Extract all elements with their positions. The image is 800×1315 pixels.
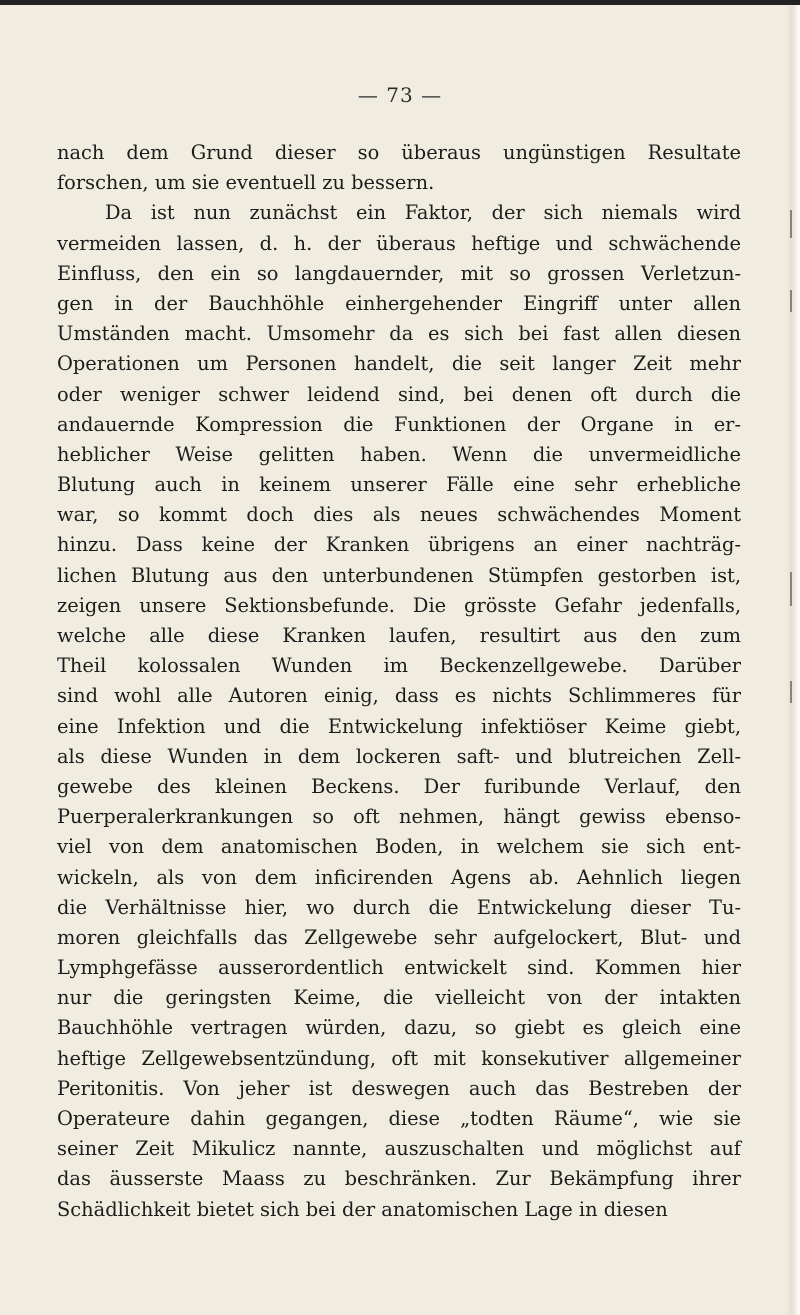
text-line: heblicher Weise gelitten haben. Wenn die unvermeidliche (57, 442, 741, 466)
text-line: gen in der Bauchhöhle einhergehender Eingriff unter allen (57, 291, 741, 315)
text-line: Lymphgefässe ausserordentlich entwickelt sind. Kommen hier (57, 956, 741, 980)
text-line: Puerperalerkrankungen so oft nehmen, hängt gewiss ebenso- (57, 805, 741, 829)
text-line: Einfluss, den ein so langdauernder, mit so grossen Verletzun- (57, 261, 741, 285)
text-line: war, so kommt doch dies als neues schwächendes Moment (57, 503, 741, 527)
edge-mark (790, 210, 792, 238)
text-line: nach dem Grund dieser so überaus ungünstigen Resultate (57, 141, 741, 164)
text-line: Bauchhöhle vertragen würden, dazu, so giebt es gleich eine (57, 1016, 741, 1040)
text-line: das äusserste Maass zu beschränken. Zur Bekämpfung ihrer (57, 1167, 741, 1191)
text-line: Umständen macht. Umsomehr da es sich bei fast allen diesen (57, 322, 741, 346)
page-number: — 73 — (357, 83, 443, 107)
text-line: die Verhältnisse hier, wo durch die Entwickelung dieser Tu- (57, 895, 741, 919)
text-line: forschen, um sie eventuell zu bessern. (57, 171, 435, 195)
text-line: welche alle diese Kranken laufen, resultirt aus den zum (57, 624, 741, 647)
text-line: nur die geringsten Keime, die vielleicht von der intakten (57, 986, 741, 1010)
text-line: Peritonitis. Von jeher ist deswegen auch das Bestreben der (57, 1076, 741, 1100)
text-line: Theil kolossalen Wunden im Beckenzellgewebe. Darüber (57, 654, 741, 678)
text-line: oder weniger schwer leidend sind, bei denen oft durch die (57, 382, 741, 406)
page-edge (786, 5, 800, 1315)
text-line: als diese Wunden in dem lockeren saft- und blutreichen Zell- (57, 744, 741, 768)
text-line: andauernde Kompression die Funktionen der Organe in er- (57, 412, 741, 436)
text-line: Blutung auch in keinem unserer Fälle eine sehr erhebliche (57, 473, 741, 497)
edge-mark (790, 681, 792, 703)
text-line: Da ist nun zunächst ein Faktor, der sich niemals wird (105, 201, 741, 225)
text-line: viel von dem anatomischen Boden, in welchem sie sich ent- (57, 835, 741, 859)
text-line: heftige Zellgewebsentzündung, oft mit konsekutiver allgemeiner (57, 1046, 741, 1070)
text-line: gewebe des kleinen Beckens. Der furibunde Verlauf, den (57, 774, 741, 798)
text-line: eine Infektion und die Entwickelung infektiöser Keime giebt, (57, 714, 741, 738)
text-line: wickeln, als von dem inficirenden Agens ab. Aehnlich liegen (57, 865, 741, 889)
text-line: seiner Zeit Mikulicz nannte, auszuschalten und möglichst auf (57, 1137, 741, 1161)
text-line: zeigen unsere Sektionsbefunde. Die grösste Gefahr jedenfalls, (57, 593, 741, 617)
body-text (57, 138, 741, 1225)
text-line: lichen Blutung aus den unterbundenen Stümpfen gestorben ist, (57, 563, 741, 587)
text-line: hinzu. Dass keine der Kranken übrigens an einer nachträg- (57, 533, 741, 557)
text-line: Operationen um Personen handelt, die seit langer Zeit mehr (57, 352, 741, 376)
text-line: Operateure dahin gegangen, diese „todten Räume“, wie sie (57, 1107, 741, 1130)
edge-mark (790, 290, 792, 312)
text-line: vermeiden lassen, d. h. der überaus heftige und schwächende (57, 231, 741, 255)
edge-mark (790, 572, 792, 606)
text-line: moren gleichfalls das Zellgewebe sehr aufgelockert, Blut- und (57, 925, 741, 949)
text-line: sind wohl alle Autoren einig, dass es nichts Schlimmeres für (57, 684, 741, 708)
text-line: Schädlichkeit bietet sich bei der anatomischen Lage in diesen (57, 1197, 668, 1221)
